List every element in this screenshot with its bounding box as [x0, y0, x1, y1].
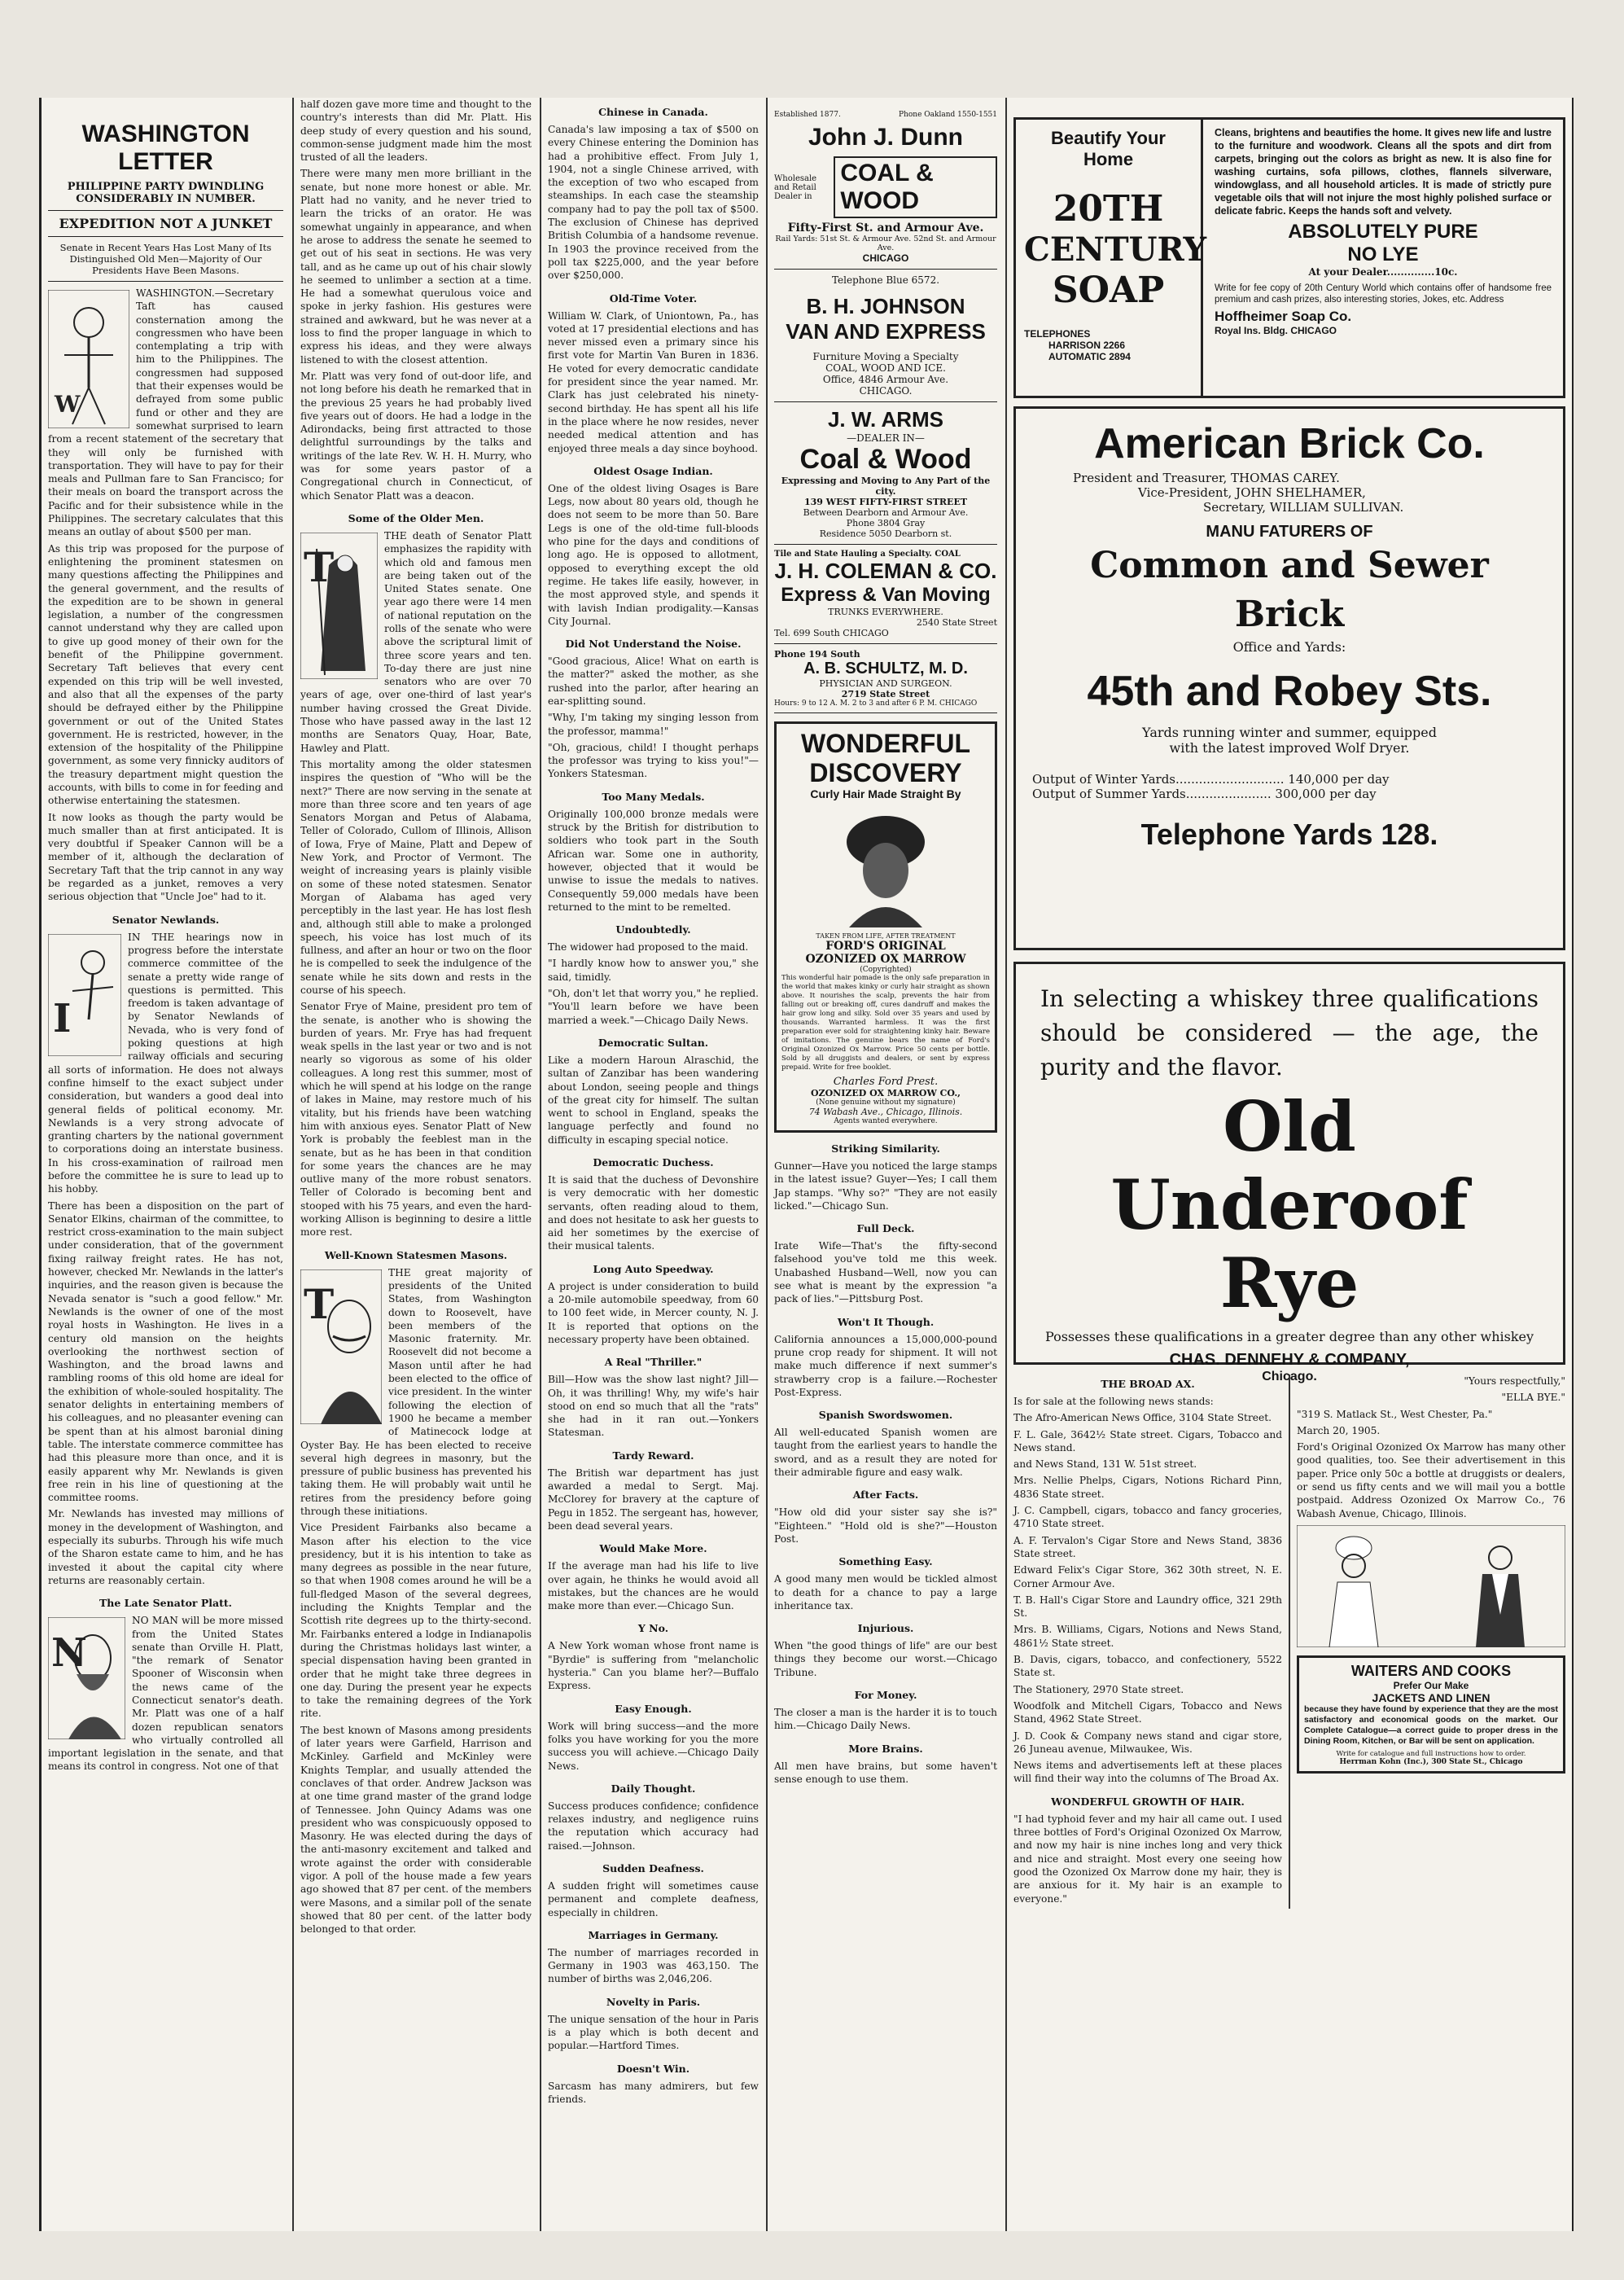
- ad-line: CHICAGO.: [859, 385, 913, 397]
- subhead-broad-ax: THE BROAD AX.: [1101, 1378, 1195, 1390]
- subhead: Would Make More.: [599, 1542, 707, 1555]
- ad-line: Between Dearborn and Armour Ave.: [803, 507, 969, 518]
- subhead: For Money.: [854, 1689, 917, 1702]
- ad-20th-century-soap: [1013, 117, 1565, 398]
- ad-city: CHICAGO: [862, 252, 909, 264]
- subhead-older-men: Some of the Older Men.: [348, 511, 484, 524]
- article-paragraph: Canada's law imposing a tax of $500 on every Chinese entering the Dominion has had a prohibitive effect. From July 1, 1904, not a single Chinese arrived, with the exception of two who escaped from steamships. In each case the steamship company had to pay the poll tax of $500. The exclusion of Chinese has deprived British Columbia of a handsome revenue. In 1903 the province received from the poll tax $225,000, and the year before over $250,000.: [548, 124, 759, 282]
- ad-line: MANU FATURERS OF: [1206, 523, 1373, 541]
- article-paragraph: It is said that the duchess of Devonshire is very democratic with her domestic servants, often reading aloud to them, and does not hesitate to ask her guests to aid her sometimes by the exercise of their musical talents.: [548, 1174, 759, 1252]
- list-item: Woodfolk and Mitchell Cigars, Tobacco and News Stand, 4962 State Street.: [1013, 1699, 1282, 1725]
- article-paragraph: Is for sale at the following news stands:: [1013, 1396, 1214, 1407]
- article-paragraph: March 20, 1905.: [1297, 1424, 1381, 1436]
- article-paragraph: Mr. Platt was very fond of out-door life, and not long before his death he remarked that in the previous 25 years he had probably lived five years out of doors. He had a lodge in the Adirondacks, being first attracted to those delightful surroundings by the talks and writings of the late Rev. W. H. H. Murry, who was for some years pastor of a Congregational church in Connecticut, of which Senator Platt was a deacon.: [300, 370, 532, 502]
- ad-line: COAL, WOOD AND ICE.: [825, 362, 946, 374]
- ad-goods: Coal & Wood: [799, 444, 972, 475]
- article-paragraph: Irate Wife—That's the fifty-second falsehood you've told me this week. Unabashed Husband—Well, now you can see what is meant by the expression "a pack of lies."—Pittsburg Post.: [774, 1240, 997, 1305]
- ad-company: Herrman Kohn (Inc.), 300 State St., Chicago: [1339, 1757, 1523, 1766]
- ad-headline: WAITERS AND COOKS: [1350, 1662, 1512, 1679]
- svg-text:T: T: [304, 1279, 335, 1328]
- ad-line: Output of Winter Yards............................ 140,000 per day: [1032, 772, 1390, 787]
- divider: [774, 544, 997, 545]
- ad-city: Chicago.: [1262, 1370, 1317, 1383]
- ad-name: J. H. COLEMAN & CO.: [774, 559, 997, 583]
- subhead: Novelty in Paris.: [606, 1995, 701, 2008]
- article-paragraph: A sudden fright will sometimes cause permanent and complete deafness, especially in children.: [548, 1879, 759, 1918]
- newspaper-page: [39, 98, 1574, 2231]
- article-paragraph: Work will bring success—and the more folks you have working for you the more success you will achieve.—Chicago Daily News.: [548, 1720, 759, 1772]
- ad-line: JACKETS AND LINEN: [1372, 1690, 1490, 1704]
- subhead: Won't It Though.: [837, 1315, 935, 1328]
- divider: [774, 643, 997, 644]
- column-miscellany: [540, 98, 765, 2231]
- article-paragraph: "Yours respectfully,": [1464, 1375, 1565, 1387]
- ad-line: AUTOMATIC 2894: [1048, 351, 1131, 362]
- ad-price: At your Dealer..............10c.: [1308, 266, 1458, 278]
- ad-line: with the latest improved Wolf Dryer.: [1169, 740, 1410, 756]
- subhead: Oldest Osage Indian.: [593, 464, 713, 477]
- ad-phone: Telephone Yards 128.: [1140, 818, 1438, 851]
- portrait-roosevelt-illustration: [300, 1269, 382, 1424]
- cartoon-congressman-illustration: [48, 290, 129, 428]
- ad-header: [774, 111, 997, 119]
- ad-company: CHAS. DENNEHY & COMPANY,: [1169, 1351, 1410, 1369]
- ad-business: Express & Van Moving: [781, 584, 991, 606]
- cartoon-death-figure-illustration: [300, 533, 378, 679]
- article-paragraph: A New York woman whose front name is "Byrdie" is suffering from "melancholic hysteria." Can you blame her?—Buffalo Express.: [548, 1640, 759, 1692]
- deck-philippine-party: PHILIPPINE PARTY DWINDLING CONSIDERABLY IN NUMBER.: [67, 181, 265, 205]
- ad-ab-schultz: [774, 649, 997, 708]
- article-paragraph: Mr. Newlands has invested may millions of money in the development of Washington, and especially its suburbs. Through his wife much of the Sharon estate came to him, and he has invested it about the capital city where returns are reasonably certain.: [48, 1508, 283, 1586]
- ad-line: Tel. 699 South CHICAGO: [774, 628, 889, 638]
- ad-soap-left: [1016, 120, 1207, 396]
- list-item: B. Davis, cigars, tobacco, and confectionery, 5522 State st.: [1013, 1654, 1282, 1679]
- list-item: Mrs. B. Williams, Cigars, Notions and News Stand, 4861½ State street.: [1013, 1624, 1282, 1649]
- ad-body: Write for fee copy of 20th Century World which contains offer of handsome free premium and cash prizes, also interesting stories, Jokes, etc. Address: [1215, 283, 1552, 305]
- portrait-woman-straight-hair-illustration: [825, 805, 947, 927]
- subhead: Democratic Duchess.: [593, 1156, 714, 1168]
- ad-line: (None genuine without my signature): [816, 1098, 956, 1107]
- ad-line: TELEPHONES: [1024, 328, 1091, 340]
- ad-body: This wonderful hair pomade is the only safe preparation in the world that makes kinky or curly hair straight as shown above. It nourishes the scalp, prevents the hair from falling out or breaking off, cures dandruff and makes the hair grow long and silky. Sold over 35 years and used by thousands. Warranted harmless. It was the first preparation ever sold for straightening kinky hair. Beware of imitations. The genuine bears the name of Ford's Original Ozonized Ox Marrow. Price 50 cents per bottle. Sold by all druggists and dealers, or sent by express prepaid. Write for free booklet.: [781, 974, 990, 1072]
- list-item: The Afro-American News Office, 3104 State Street.: [1013, 1412, 1272, 1424]
- ad-line: Possesses these qualifications in a greater degree than any other whiskey: [1044, 1329, 1534, 1344]
- ad-address: 45th and Robey Sts.: [1087, 668, 1492, 715]
- ad-headline: NO LYE: [1347, 243, 1419, 265]
- ad-established: Established 1877.: [774, 111, 841, 119]
- column-advertisements: [766, 98, 1004, 2231]
- ad-phone: Telephone Blue 6572.: [831, 274, 940, 286]
- ad-waiters-and-cooks: [1297, 1655, 1565, 1774]
- article-paragraph: Sarcasm has many admirers, but few friends.: [548, 2080, 759, 2105]
- ad-line: PHYSICIAN AND SURGEON.: [819, 678, 952, 689]
- article-paragraph: THE death of Senator Platt emphasizes the rapidity with which old and famous men are being taken out of the United States senate. One year ago there were 14 men of national reputation on the rolls of the senate who were above the scriptural limit of three score years and ten. To-day there are just nine senators who are over 70 years of age, over one-third of last year's number having crossed the Great Divide. Those who have passed away in the last 12 months are Senators Quay, Hoar, Bate, Hawley and Platt.: [300, 529, 532, 754]
- ad-jh-coleman: [774, 550, 997, 638]
- article-paragraph: When "the good things of life" are our best things they become our worst.—Chicago Tribune.: [774, 1640, 997, 1678]
- article-paragraph: As this trip was proposed for the purpose of enlightening the prominent statesmen on many questions affecting the Philippines and the general government, and the results of the expedition are to be shown in general legislation, a number of the congressmen cannot understand why they are called upon to give up good money of their own for the benefit of the Philippine government. Secretary Taft believes that every cent expended on this trip will be well invested, and also that all the expenses of the party should be defrayed either by the Philippine government or out of the United States government. He is restricted, however, in the extension of the hospitality of the Philippine government, as some very finnicky auditors of the treasury department might question the accounts, with bills to come in for feeding and otherwise entertaining the statesmen.: [48, 542, 283, 807]
- column-washington-letter: [42, 98, 290, 2231]
- ad-product: 20TH: [1053, 188, 1164, 230]
- ad-line: Office, 4846 Armour Ave.: [822, 374, 949, 385]
- ad-line: Phone 3804 Gray: [846, 518, 926, 528]
- ad-headline: ABSOLUTELY PURE: [1288, 221, 1478, 243]
- subhead: A Real "Thriller.": [604, 1356, 703, 1369]
- ad-name: B. H. JOHNSON: [806, 294, 965, 318]
- ad-headline: WONDERFUL: [801, 729, 970, 758]
- subhead: After Facts.: [852, 1489, 919, 1502]
- ad-address: Royal Ins. Bldg. CHICAGO: [1215, 325, 1337, 336]
- article-paragraph: Vice President Fairbanks also became a Mason after his election to the vice presidency, but it is his intention to take as many degrees as possible in the near future, so that when 1908 comes around he will be a full-fledged Mason of the several degrees, including the Knights Templar and the Scottish rite degrees up to the thirty-second. Mr. Fairbanks entered a lodge in Indianapolis during the Christmas holidays last winter, a special dispensation having been granted in order that he might take three degrees in one day. During the present year he expects to take the remaining degrees of the York rite.: [300, 1522, 532, 1720]
- ad-line: Prefer Our Make: [1393, 1679, 1469, 1691]
- ad-company: Hoffheimer Soap Co.: [1215, 309, 1352, 324]
- ad-product: Old: [1223, 1086, 1356, 1167]
- ad-line: Vice-President, JOHN SHELHAMER,: [1138, 485, 1366, 500]
- ad-body: In selecting a whiskey three qualifications should be considered — the age, the purity and the flavor.: [1040, 985, 1539, 1081]
- article-paragraph: IN THE hearings now in progress before the interstate commerce committee of the senate a pretty wide range of questions is permitted. This freedom is taken advantage of by Senator Newlands of Nevada, who is very fond of poking questions at high railway officials and securing all sorts of information. He does not always confine himself to the exact subject under consideration, but wanders a good deal into general fields of political economy. Mr. Newlands is a very strong advocate of granting charters by the national government to corporations doing an interstate business. In his cross-examination of railroad men before the committee he is sure to lead up to his hobby.: [48, 931, 283, 1195]
- ad-business: VAN AND EXPRESS: [786, 319, 986, 344]
- list-item: T. B. Hall's Cigar Store and Laundry office, 321 29th St.: [1013, 1594, 1282, 1620]
- column-display-ads: [1005, 98, 1572, 2231]
- ad-headline: Beautify Your Home: [1051, 128, 1166, 169]
- divider: [48, 281, 283, 282]
- article-paragraph: There were many men more brilliant in the senate, but none more honest or able. Mr. Platt had no vanity, and he never tried to learn the tricks of an orator. He was somewhat ungainly in appearance, and when he arose to address the senate he seemed to get out of his seat in sections. He was very tall, and as he came up out of his chair slowly he seemed to unlimber a section at a time. He had a somewhat querulous voice and spoke in jerky fashion. His gestures were strained and awkward, but he was never at a loss to find the proper language in which to express his ideas, and they were always listened to with the closest attention.: [300, 168, 532, 366]
- subhead: Chinese in Canada.: [598, 106, 708, 118]
- ad-bh-johnson: [774, 274, 997, 397]
- svg-text:N: N: [51, 1630, 87, 1677]
- ad-name: A. B. SCHULTZ, M. D.: [803, 660, 968, 677]
- article-paragraph: "I had typhoid fever and my hair all came out. I used three bottles of Ford's Original Ozonized Ox Marrow, and now my hair is nine inches long and very thick and nice and straight. Most every one seeing how good the Ozonized Ox Marrow done my hair, they is are anxious for it. My hair is an example to everyone.": [1013, 1813, 1282, 1905]
- ad-line: Write for catalogue and full instructions how to order.: [1336, 1749, 1526, 1758]
- ad-line: —DEALER IN—: [847, 432, 925, 444]
- ad-goods: COAL & WOOD: [834, 156, 997, 218]
- article-paragraph: There has been a disposition on the part of Senator Elkins, chairman of the committee, to restrict cross-examination to the main subject under consideration, that of the government fixing railway freight rates. He has not, however, checked Mr. Newlands in the latter's inquiries, and the reason given is because the Nevada senator is "such a good fellow." Mr. Newlands is the owner of one of the most royal hosts in Washington. He lives in a century old mansion on the heights overlooking the northwest section of Washington, and the broad lawns and rambling rooms of this old home are ideal for the exhibition of whole-souled hospitality. The senator delights in entertaining members of his colleagues, and no pleasanter evening can be spent than at his almost baronial dining table. The interstate commerce committee has had this pleasure more than once, and it is easily apparent why Mr. Newlands is given free rein in his line of questioning at the committee rooms.: [48, 1199, 283, 1504]
- subhead: More Brains.: [848, 1742, 923, 1755]
- ad-copyright: (Copyrighted): [860, 966, 912, 974]
- ad-product: SOAP: [1052, 270, 1165, 311]
- subhead: Undoubtedly.: [615, 923, 691, 936]
- ad-john-dunn: [774, 111, 997, 264]
- article-paragraph: The unique sensation of the hour in Paris is a play which is both decent and popular.—Hartford Times.: [548, 2013, 759, 2052]
- article-paragraph: All men have brains, but some haven't sense enough to use them.: [774, 1760, 997, 1785]
- subhead: Old-Time Voter.: [609, 292, 698, 305]
- ad-american-brick: [1013, 406, 1565, 950]
- divider: [774, 712, 997, 713]
- ad-phone: Phone 194 South: [774, 649, 860, 660]
- ad-tagline: Wholesale and Retail Dealer in: [774, 173, 817, 201]
- list-item: J. D. Cook & Company news stand and cigar store, 26 Juneau avenue, Milwaukee, Wis.: [1013, 1730, 1282, 1755]
- article-paragraph: A project is under consideration to build a 20-mile automobile speedway, from 60 to 100 feet wide, in Mercer county, N. J. It is reported that options on the necessary property have been obtained.: [548, 1280, 759, 1345]
- article-paragraph: The number of marriages recorded in Germany in 1903 was 463,150. The number of births was 2,046,206.: [548, 1946, 759, 1985]
- article-paragraph: THE great majority of presidents of the United States, from Washington down to Roosevelt, have been members of the Masonic fraternity. Mr. Roosevelt did not become a Mason until after he had been elected to the office of vice president. In the winter following the election of 1900 he became a member of Matinecock lodge at Oyster Bay. He has been elected to receive several high degrees in masonry, but the pressure of public business has prevented his taking them. He will probably wait until he retires from the presidency before going through these initiations.: [300, 1266, 532, 1517]
- article-paragraph: half dozen gave more time and thought to the country's interests than did Mr. Platt. His deep study of every question and his sound, common-sense judgment made him the most trusted of all the leaders.: [300, 99, 532, 164]
- list-item: J. C. Campbell, cigars, tobacco and fancy groceries, 4710 State street.: [1013, 1505, 1282, 1530]
- article-paragraph: "Oh, gracious, child! I thought perhaps the professor was trying to kiss you!"—Yonkers Statesman.: [548, 741, 759, 780]
- article-paragraph: "Good gracious, Alice! What on earth is the matter?" asked the mother, as she rushed into the parlor, after hearing an ear-splitting sound.: [548, 656, 759, 707]
- ad-headline: DISCOVERY: [809, 758, 962, 787]
- ad-product: Rye: [1219, 1243, 1359, 1323]
- article-paragraph: Like a modern Haroun Alraschid, the sultan of Zanzibar has been wandering about London, seeing people and things of the great city for himself. The sultan went to school in England, speaks the language perfectly and found no difficulty in escaping special notice.: [548, 1054, 759, 1146]
- list-item: and News Stand, 131 W. 51st street.: [1013, 1458, 1197, 1471]
- ad-product: FORD'S ORIGINAL: [825, 940, 946, 953]
- subhead: Marriages in Germany.: [588, 1928, 719, 1941]
- article-paragraph: One of the oldest living Osages is Bare Legs, now about 80 years old, though he does not seem to be more than 50. Bare Legs is one of the old-time full-bloods who pine for the days and conditions of long ago. He is opposed to allotment, opposed to everything except the old regime. He takes life easily, however, in the most approved style, and spends it with lavish Indian prodigality.—Kansas City Journal.: [548, 482, 759, 627]
- ad-name: J. W. ARMS: [827, 407, 944, 432]
- subhead: Doesn't Win.: [616, 2062, 690, 2075]
- portrait-senator-platt-illustration: [48, 1617, 125, 1739]
- illustration-waiters-and-cooks: [1297, 1525, 1565, 1647]
- article-paragraph: Originally 100,000 bronze medals were struck by the British for distribution to soldiers who took part in the South African war. Some one in authority, however, objected that it would be unwise to issue the medals to natives. Consequently 59,000 medals have been returned to the mint to be remelted.: [548, 808, 759, 913]
- cartoon-senator-newlands-illustration: [48, 934, 121, 1056]
- list-item: Edward Felix's Cigar Store, 362 30th street, N. E. Corner Armour Ave.: [1013, 1564, 1282, 1589]
- masthead-washington-letter: WASHINGTON LETTER: [81, 121, 250, 175]
- article-paragraph: "Why, I'm taking my singing lesson from the professor, mamma!": [548, 712, 759, 737]
- ad-line: 139 WEST FIFTY-FIRST STREET: [803, 497, 968, 507]
- ad-soap-right: [1203, 120, 1563, 396]
- subhead: Something Easy.: [838, 1555, 933, 1568]
- list-item: The Stationery, 2970 State street.: [1013, 1683, 1184, 1695]
- list-item: News items and advertisements left at these places will find their way into the columns of The Broad Ax.: [1013, 1760, 1282, 1785]
- ad-company: OZONIZED OX MARROW CO.,: [810, 1088, 961, 1098]
- ad-line: Residence 5050 Dearborn st.: [819, 528, 952, 539]
- divider: [774, 401, 997, 402]
- article-paragraph: Success produces confidence; confidence relaxes industry, and negligence ruins the reputation which accuracy had raised.—Johnson.: [548, 1800, 759, 1852]
- subhead: Long Auto Speedway.: [593, 1262, 714, 1275]
- subhead: Striking Similarity.: [831, 1142, 940, 1155]
- ad-line: Agents wanted everywhere.: [834, 1117, 938, 1125]
- ad-subhead: Curly Hair Made Straight By: [810, 787, 961, 800]
- ad-line: TRUNKS EVERYWHERE.: [828, 607, 943, 617]
- list-item: Mrs. Nellie Phelps, Cigars, Notions Richard Pinn, 4836 State street.: [1013, 1475, 1282, 1500]
- ad-line: Tile and State Hauling a Specialty. COAL: [774, 550, 961, 559]
- ad-wonderful-discovery: [774, 721, 997, 1133]
- ad-line: HARRISON 2266: [1048, 340, 1126, 351]
- subhead: Daily Thought.: [611, 1782, 696, 1795]
- article-paragraph: "I hardly know how to answer you," she said, timidly.: [548, 958, 759, 983]
- article-paragraph: This mortality among the older statesmen inspires the question of "Who will be the next?" There are now serving in the senate at more than three score and ten years of age Senators Morgan and Petus of Alabama, Teller of Colorado, Cullom of Illinois, Allison of Iowa, Frye of Maine, Platt and Depew of New York, and Proctor of Vermont. The weight of increasing years is plainly visible on some of these noted statesmen. Senator Morgan of Alabama has aged very perceptibly in the last year. He has lost flesh and, although still able to make a prolonged speech, his voice has lost much of its fullness, and after an hour or two on the floor he is compelled to seek the indulgence of the senate while he sits down and rests in the course of his speech.: [300, 758, 532, 996]
- subhead: Y No.: [637, 1622, 669, 1635]
- ad-address: 74 Wabash Ave., Chicago, Illinois.: [808, 1107, 963, 1117]
- subhead: Did Not Understand the Noise.: [565, 638, 742, 651]
- ad-line: Office and Yards:: [1232, 639, 1346, 655]
- list-item: F. L. Gale, 3642½ State street. Cigars, Tobacco and News stand.: [1013, 1428, 1282, 1454]
- ad-body: Cleans, brightens and beautifies the home. It gives new life and lustre to the furniture and woodwork. Cleans all the spots and dirt from carpets, bringing out the colors as bright as new. It is also fine for washing curtains, sofa pillows, clothes, flannels silverware, windowglass, and all household articles. It is made of strictly pure vegetable oils that will not injure the most highly polished surface or delicate fabric. Keeps the hands soft and velvety.: [1215, 127, 1552, 217]
- ad-name: John J. Dunn: [808, 124, 963, 151]
- article-paragraph: Bill—How was the show last night? Jill—Oh, it was thrilling! Why, my wife's hair stood on end so much that all the "rats" she had in it ran out.—Yonkers Statesman.: [548, 1374, 759, 1439]
- article-paragraph: It now looks as though the party would be much smaller than at first anticipated. It is very doubtful if Speaker Cannon will be a member of it, although the declaration of Secretary Taft that the trip cannot in any way be regarded as a junket, removes a very serious objection that "Uncle Joe" had to it.: [48, 811, 283, 903]
- ad-product: CENTURY: [1024, 230, 1207, 269]
- ad-company: American Brick Co.: [1094, 420, 1485, 467]
- subhead-statesmen-masons: Well-Known Statesmen Masons.: [324, 1248, 508, 1261]
- subhead: Sudden Deafness.: [602, 1861, 704, 1874]
- ad-line: Output of Summer Yards...................... 300,000 per day: [1032, 787, 1377, 801]
- ad-product: Common and Sewer Brick: [1090, 545, 1489, 635]
- article-paragraph: Senator Frye of Maine, president pro tem of the senate, is another who is showing the burden of years. Mr. Frye has had frequent weak spells in the last year or two and is not nearly so vigorous as some of his older colleagues. A long rest this summer, most of which he will spend at his lodge on the range of lakes in Maine, may restore much of his vitality, but his friends have been watching him with anxious eyes. Senator Platt of New York is probably the feeblest man in the senate, but as he has been in that condition for some years the chances are he may outlive many of the more robust senators. Teller of Colorado is becoming bent and stooped with his 75 years, and even the hard-working Allison is beginning to desire a little more rest.: [300, 1001, 532, 1239]
- list-item: A. F. Tervalon's Cigar Store and News Stand, 3836 State street.: [1013, 1534, 1282, 1559]
- article-paragraph: Gunner—Have you noticed the large stamps in the latest issue? Guyer—Yes; I call them Jap stamps. "Why so?" "They are not easily licked."—Chicago Sun.: [774, 1160, 997, 1212]
- subhead: Too Many Medals.: [602, 790, 705, 803]
- broad-ax-newsstands: [1013, 1375, 1289, 1909]
- ad-line: Yards running winter and summer, equipped: [1142, 725, 1437, 740]
- subhead: Easy Enough.: [615, 1702, 692, 1715]
- deck-expedition: EXPEDITION NOT A JUNKET: [59, 216, 273, 231]
- subhead: Tardy Reward.: [612, 1449, 694, 1462]
- ad-body: because they have found by experience that they are the most satisfactory and economical goods on the market. Our Complete Catalogue—a correct guide to proper dress in the Dining Room, Kitchen, or Bar will be sent on application.: [1304, 1703, 1558, 1746]
- ad-product: OZONIZED OX MARROW: [805, 953, 966, 966]
- subhead-wonderful-growth: WONDERFUL GROWTH OF HAIR.: [1051, 1795, 1245, 1808]
- article-paragraph: If the average man had his life to live over again, he thinks he would avoid all mistakes, but the chances are he would make more than ever.—Chicago Sun.: [548, 1560, 759, 1612]
- article-paragraph: NO MAN will be more missed from the United States senate than Orville H. Platt, "the remark of Senator Spooner of Wisconsin when the news came of the Connecticut senator's death. Mr. Platt was one of a half dozen republican senators who virtually controlled all important legislation in the senate, and that means its control in congress. Not one of that: [48, 1615, 283, 1773]
- ad-yards: Rail Yards: 51st St. & Armour Ave. 52nd St. and Armour Ave.: [775, 235, 996, 252]
- article-paragraph: "How old did your sister say she is?" "Eighteen." "Hold old is she?"—Houston Post.: [774, 1506, 997, 1545]
- subhead: Democratic Sultan.: [598, 1036, 709, 1049]
- deck-senate: Senate in Recent Years Has Lost Many of Its Distinguished Old Men—Majority of Our Presidents Have Been Masons.: [59, 242, 272, 276]
- divider: [774, 269, 997, 270]
- broad-ax-right: [1289, 1375, 1565, 1909]
- article-paragraph: All well-educated Spanish women are taught from the earliest years to handle the sword, and as a result they are noted for their admirable figure and easy walk.: [774, 1427, 997, 1479]
- ad-product: Underoof: [1110, 1164, 1469, 1245]
- svg-text:T: T: [304, 542, 335, 591]
- subhead: Spanish Swordswomen.: [818, 1409, 953, 1422]
- subhead: Injurious.: [857, 1622, 914, 1635]
- ad-goods-row: [774, 156, 997, 218]
- svg-text:I: I: [53, 995, 72, 1041]
- ad-line: Furniture Moving a Specialty: [812, 351, 959, 362]
- ad-line: Expressing and Moving to Any Part of the city.: [781, 476, 991, 497]
- article-paragraph: The British war department has just awarded a medal to Sergt. Maj. McClorey for bravery at the capture of Pegu in 1852. The sergeant has, however, been dead several years.: [548, 1467, 759, 1532]
- ad-jw-arms: [774, 407, 997, 539]
- subhead: Full Deck.: [856, 1222, 915, 1235]
- article-paragraph: "319 S. Matlack St., West Chester, Pa.": [1297, 1408, 1493, 1420]
- article-paragraph: William W. Clark, of Uniontown, Pa., has voted at 17 presidential elections and has never missed even a primary since his first vote for Martin Van Buren in 1836. He voted for every democratic candidate for president since the year named. Mr. Clark has just celebrated his ninety-second birthday. He has spent all his life in the place where he now resides, never needed medical attention and has enjoyed three meals a day since boyhood.: [548, 309, 759, 454]
- article-paragraph: WASHINGTON.—Secretary Taft has caused consternation among the congressmen who have been contemplating a trip with him to the Philippines. The congressmen had supposed that their expenses would be defrayed from some public fund or other and they are somewhat surprised to learn from a recent statement of the secretary that they will only be furnished with transportation. They will have to pay for their meals and Pullman fare to San Francisco; for their meals on board the transport across the Pacific and for their subsistence while in the Philippines. The secretary calculates that this means an outlay of about $500 per man.: [48, 287, 283, 538]
- ad-line: Secretary, WILLIAM SULLIVAN.: [1203, 500, 1404, 515]
- article-paragraph: A good many men would be tickled almost to death for a chance to pay a large inheritance tax.: [774, 1573, 997, 1611]
- ad-signature: Charles Ford Prest.: [833, 1076, 939, 1088]
- article-paragraph: The widower had proposed to the maid.: [548, 941, 749, 954]
- broad-ax-section: [1013, 1375, 1565, 1909]
- ad-caption: TAKEN FROM LIFE, AFTER TREATMENT: [816, 932, 956, 940]
- article-paragraph: The closer a man is the harder it is to touch him.—Chicago Daily News.: [774, 1707, 997, 1732]
- svg-text:W: W: [55, 391, 81, 418]
- ad-address: Fifty-First St. and Armour Ave.: [787, 221, 984, 235]
- subhead-senator-newlands: Senator Newlands.: [112, 913, 220, 926]
- article-paragraph: Ford's Original Ozonized Ox Marrow has many other good qualities, too. See their advertisement in this paper. Price only 50c a bottle at druggists or dealers, or send us fifty cents and we will mail you a bottle postpaid. Address Ozonized Ox Marrow Co., 76 Wabash Avenue, Chicago, Illinois.: [1297, 1441, 1565, 1519]
- subhead-late-senator-platt: The Late Senator Platt.: [98, 1597, 233, 1610]
- ad-line: President and Treasurer, THOMAS CAREY.: [1073, 471, 1340, 485]
- column-washington-letter-continued: [292, 98, 538, 2231]
- article-paragraph: The best known of Masons among presidents of later years were Garfield, Harrison and McKinley. Garfield and McKinley were Knights Templar, and usually attended the conclaves of that order. Andrew Jackson was at one time grand master of the grand lodge of Tennessee. John Quincy Adams was one president who was conspicuously opposed to Masonry. He was elected during the days of the anti-masonry excitement and talked and wrote against the order with considerable vigor. A poll of the house made a few years ago showed that 87 per cent. of the members were Masons, and a similar poll of the senate showed that 80 per cent. of the latter body belonged to that order.: [300, 1724, 532, 1936]
- divider: [48, 210, 283, 211]
- article-paragraph: California announces a 15,000,000-pound prune crop ready for shipment. It will not make much difference if next summer's strawberry crop is a failure.—Rochester Post-Express.: [774, 1333, 997, 1398]
- ad-line: Hours: 9 to 12 A. M. 2 to 3 and after 6 P. M. CHICAGO: [774, 699, 978, 708]
- ad-line: 2719 State Street: [841, 689, 930, 699]
- article-paragraph: "ELLA BYE.": [1501, 1392, 1565, 1404]
- ad-phone: Phone Oakland 1550-1551: [899, 111, 997, 119]
- divider: [48, 236, 283, 237]
- article-paragraph: "Oh, don't let that worry you," he replied. "You'll learn before we have been married a week."—Chicago Daily News.: [548, 988, 759, 1026]
- ad-line: 2540 State Street: [916, 617, 997, 628]
